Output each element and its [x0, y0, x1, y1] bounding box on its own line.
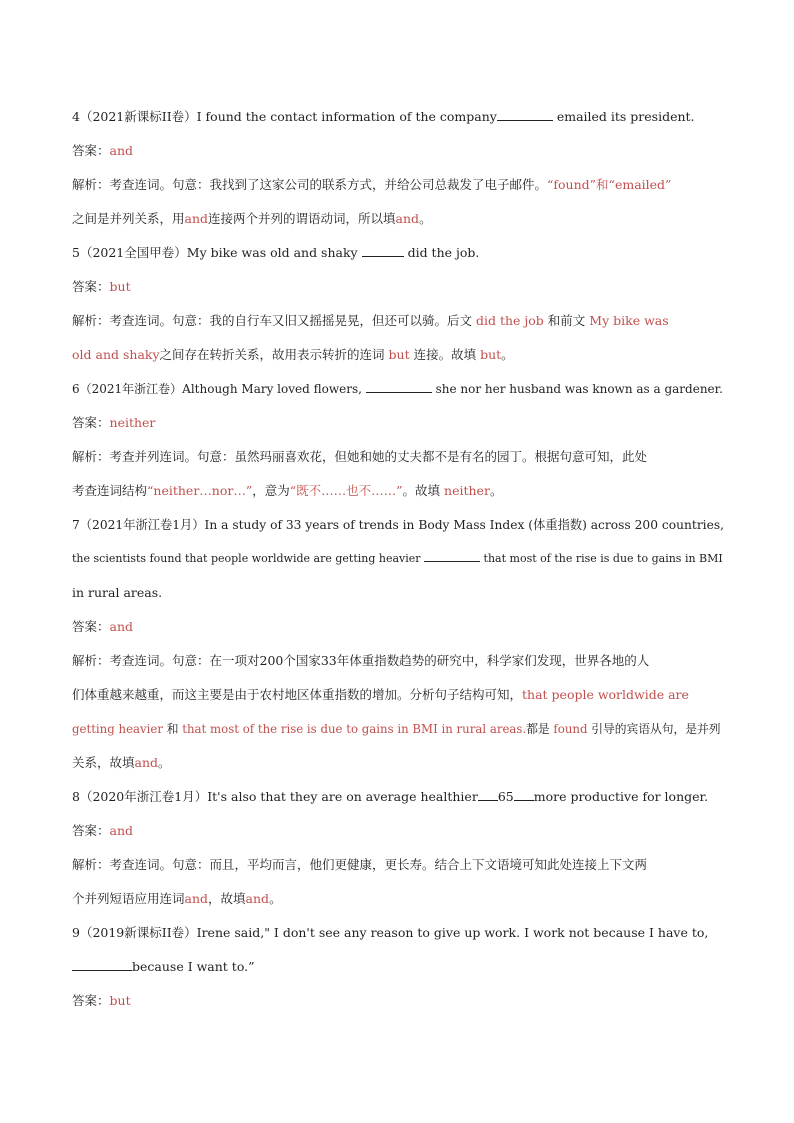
question-4 [72, 100, 724, 134]
answer-blank [478, 788, 498, 801]
answer-value: but [109, 993, 131, 1008]
answer-label: 答案： [72, 415, 110, 430]
analysis-highlight: and [184, 211, 209, 226]
question-7-line-1 [72, 508, 724, 542]
analysis-highlight: and [395, 211, 420, 226]
analysis-4-line-2 [72, 202, 724, 236]
analysis-6-line-1 [72, 440, 724, 474]
answer-8 [72, 814, 724, 848]
analysis-highlight: My bike was [585, 313, 669, 328]
answer-value: but [109, 279, 131, 294]
question-8 [72, 780, 724, 814]
analysis-highlight: and [245, 891, 270, 906]
analysis-text: 个并列短语应用连词 [72, 891, 185, 906]
analysis-text: 。 [419, 211, 432, 226]
question-text: because I want to.” [132, 959, 255, 974]
question-text: 8（2020年浙江卷1月）It's also that they are on average healthier [72, 789, 478, 804]
answer-9 [72, 984, 724, 1018]
answer-label: 答案： [72, 619, 110, 634]
analysis-5-line-1 [72, 304, 724, 338]
analysis-highlight: “既不……也不……” [289, 483, 403, 498]
analysis-highlight: but [384, 347, 414, 362]
answer-blank [497, 108, 553, 121]
question-text: 5（2021全国甲卷）My bike was old and shaky [72, 245, 362, 260]
analysis-text: 。 [501, 347, 514, 362]
analysis-text: 。 [158, 755, 171, 770]
analysis-text: 解析：考查并列连词。句意：虽然玛丽喜欢花，但她和她的丈夫都不是有名的园丁。根据句意可知，此处 [72, 449, 648, 464]
question-text: 9（2019新课标II卷）Irene said," I don't see any reason to give up work. I work not because I have to, [72, 925, 709, 940]
question-text: that most of the rise is due to gains in BMI [480, 552, 723, 565]
answer-label: 答案： [72, 993, 110, 1008]
analysis-text: 之间存在转折关系，故用表示转折的连词 [159, 347, 385, 362]
analysis-highlight: and [184, 891, 209, 906]
question-5 [72, 236, 724, 270]
analysis-text: 。 [269, 891, 282, 906]
analysis-text: 考查连词结构 [72, 483, 148, 498]
answer-label: 答案： [72, 279, 110, 294]
answer-blank [514, 788, 534, 801]
analysis-8-line-2 [72, 882, 724, 916]
question-9-line-2 [72, 950, 724, 984]
answer-label: 答案： [72, 143, 110, 158]
analysis-text: 解析：考查连词。句意：而且，平均而言，他们更健康，更长寿。结合上下文语境可知此处连接上下文两 [72, 857, 648, 872]
analysis-text: ，故填 [208, 891, 246, 906]
analysis-text: ，意为 [252, 483, 290, 498]
analysis-7-line-2 [72, 678, 724, 712]
answer-blank [366, 380, 432, 393]
question-number: 65 [497, 789, 514, 804]
question-text: the scientists found that people worldwide are getting heavier [72, 552, 425, 565]
analysis-text: 引导的宾语从句，是并列 [591, 722, 721, 736]
answer-blank [362, 244, 404, 257]
analysis-highlight: getting heavier [72, 722, 163, 736]
analysis-text: 都是 [526, 722, 550, 736]
question-text: 6（2021年浙江卷）Although Mary loved flowers, [72, 382, 366, 396]
question-text: did the job. [403, 245, 480, 260]
analysis-text: 和 [163, 722, 183, 736]
answer-6 [72, 406, 724, 440]
analysis-text: 和前文 [547, 313, 586, 328]
analysis-highlight: neither [440, 483, 490, 498]
answer-blank [72, 958, 132, 971]
analysis-highlight: that most of the rise is due to gains in BMI in rural areas. [182, 722, 527, 736]
question-text: more productive for longer. [533, 789, 709, 804]
analysis-highlight: but [476, 347, 502, 362]
analysis-highlight: found [549, 722, 592, 736]
analysis-highlight: “found”和“emailed” [547, 177, 672, 192]
question-7-line-3 [72, 576, 724, 610]
analysis-text: 。 [489, 483, 503, 498]
document-page [72, 100, 724, 1018]
analysis-7-line-3 [72, 712, 724, 746]
analysis-text: 连接。故填 [413, 347, 477, 362]
analysis-7-line-1 [72, 644, 724, 678]
answer-value: and [109, 823, 134, 838]
analysis-text: 。故填 [402, 483, 441, 498]
question-7-line-2 [72, 542, 724, 576]
question-text: she nor her husband was known as a gardener. [431, 382, 723, 396]
analysis-text: 解析：考查连词。句意：我的自行车又旧又摇摇晃晃，但还可以骑。后文 [72, 313, 473, 328]
question-9-line-1 [72, 916, 724, 950]
answer-7 [72, 610, 724, 644]
analysis-7-line-4 [72, 746, 724, 780]
analysis-8-line-1 [72, 848, 724, 882]
analysis-highlight: old and shaky [72, 347, 160, 362]
analysis-text: 解析：考查连词。句意：在一项对200个国家33年体重指数趋势的研究中，科学家们发现，世界各地的人 [72, 653, 650, 668]
analysis-4-line-1 [72, 168, 724, 202]
answer-blank [424, 549, 480, 562]
answer-value: neither [109, 415, 156, 430]
analysis-text: 之间是并列关系，用 [72, 211, 185, 226]
question-text: 4（2021新课标II卷）I found the contact information of the company [72, 109, 497, 124]
answer-5 [72, 270, 724, 304]
analysis-text: 关系，故填 [72, 755, 135, 770]
question-text: in rural areas. [72, 585, 163, 600]
answer-value: and [109, 619, 134, 634]
analysis-text: 连接两个并列的谓语动词，所以填 [208, 211, 396, 226]
answer-label: 答案： [72, 823, 110, 838]
analysis-highlight: “neither…nor…” [147, 483, 253, 498]
question-text: 7（2021年浙江卷1月）In a study of 33 years of trends in Body Mass Index (体重指数) across 200 countries, [72, 518, 724, 532]
question-6 [72, 372, 724, 406]
analysis-highlight: and [134, 755, 159, 770]
question-text: emailed its president. [552, 109, 695, 124]
analysis-text: 们体重越来越重，而这主要是由于农村地区体重指数的增加。分析句子结构可知， [72, 687, 523, 702]
analysis-text: 解析：考查连词。句意：我找到了这家公司的联系方式，并给公司总裁发了电子邮件。 [72, 177, 548, 192]
analysis-highlight: that people worldwide are [522, 687, 689, 702]
analysis-5-line-2 [72, 338, 724, 372]
answer-4 [72, 134, 724, 168]
answer-value: and [109, 143, 134, 158]
analysis-6-line-2 [72, 474, 724, 508]
analysis-highlight: did the job [472, 313, 548, 328]
